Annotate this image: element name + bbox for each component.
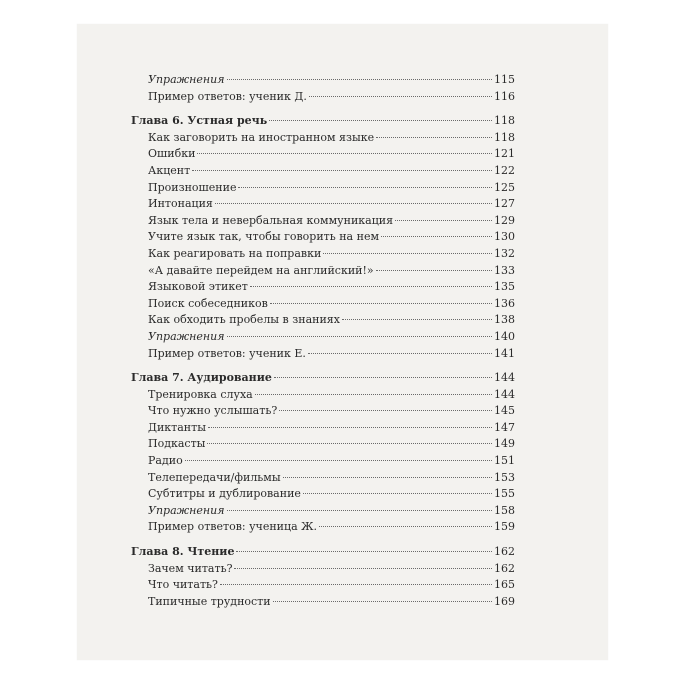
toc-item-page: 129 bbox=[494, 213, 515, 227]
dot-leader bbox=[270, 303, 492, 304]
chapter-page: 118 bbox=[494, 114, 515, 128]
toc-item-page: 116 bbox=[494, 89, 515, 103]
dot-leader bbox=[192, 170, 492, 171]
dot-leader bbox=[238, 187, 492, 188]
toc-item bbox=[131, 436, 515, 453]
toc-item-label: Радио bbox=[148, 454, 183, 468]
toc-item-label: Диктанты bbox=[148, 420, 206, 434]
toc-item-page: 133 bbox=[494, 263, 515, 277]
toc-item-page: 125 bbox=[494, 180, 515, 194]
chapter-page: 162 bbox=[494, 545, 515, 559]
toc-item-label: Языковой этикет bbox=[148, 280, 248, 294]
toc-item bbox=[131, 403, 515, 420]
toc-item bbox=[131, 163, 515, 180]
toc-item bbox=[131, 229, 515, 246]
dot-leader bbox=[319, 526, 492, 527]
dot-leader bbox=[274, 377, 492, 378]
dot-leader bbox=[309, 96, 492, 97]
toc-item-page: 155 bbox=[494, 487, 515, 501]
toc-item-page: 140 bbox=[494, 329, 515, 343]
toc-item bbox=[131, 246, 515, 263]
toc-item-label: Как обходить пробелы в знаниях bbox=[148, 313, 340, 327]
toc-item bbox=[131, 420, 515, 437]
toc-item bbox=[131, 577, 515, 594]
toc-item-page: 121 bbox=[494, 147, 515, 161]
dot-leader bbox=[207, 443, 492, 444]
toc-item bbox=[131, 594, 515, 611]
toc-item bbox=[131, 72, 515, 89]
toc-chapter-heading bbox=[131, 544, 515, 561]
toc-item-label: Что нужно услышать? bbox=[148, 404, 278, 418]
toc-item-page: 130 bbox=[494, 230, 515, 244]
dot-leader bbox=[273, 601, 492, 602]
toc-item-page: 153 bbox=[494, 470, 515, 484]
dot-leader bbox=[185, 460, 492, 461]
toc-item bbox=[131, 470, 515, 487]
toc-item bbox=[131, 387, 515, 404]
toc-item-page: 144 bbox=[494, 387, 515, 401]
toc-item bbox=[131, 263, 515, 280]
toc-item-label: Упражнения bbox=[148, 329, 225, 343]
toc-item-label: Интонация bbox=[148, 197, 213, 211]
table-of-contents bbox=[131, 72, 515, 610]
dot-leader bbox=[227, 79, 492, 80]
toc-item-label: Акцент bbox=[148, 163, 191, 177]
toc-section-chapter-7 bbox=[131, 370, 515, 536]
toc-item-label: Учите язык так, чтобы говорить на нем bbox=[148, 230, 380, 244]
chapter-title: Глава 6. Устная речь bbox=[131, 114, 268, 128]
dot-leader bbox=[279, 410, 492, 411]
toc-item-page: 141 bbox=[494, 346, 515, 360]
toc-item bbox=[131, 279, 515, 296]
toc-item-page: 138 bbox=[494, 313, 515, 327]
toc-item-label: Подкасты bbox=[148, 437, 206, 451]
dot-leader bbox=[269, 120, 492, 121]
toc-item-label: Как заговорить на иностранном языке bbox=[148, 130, 375, 144]
toc-chapter-heading bbox=[131, 370, 515, 387]
toc-item-page: 149 bbox=[494, 437, 515, 451]
dot-leader bbox=[376, 270, 492, 271]
toc-item-page: 118 bbox=[494, 130, 515, 144]
toc-item-page: 115 bbox=[494, 73, 515, 86]
dot-leader bbox=[197, 153, 492, 154]
toc-item-page: 169 bbox=[494, 594, 515, 608]
chapter-title: Глава 7. Аудирование bbox=[131, 371, 272, 385]
dot-leader bbox=[283, 477, 492, 478]
toc-item-page: 151 bbox=[494, 454, 515, 468]
dot-leader bbox=[395, 220, 492, 221]
toc-item-page: 132 bbox=[494, 246, 515, 260]
toc-item-label: Язык тела и невербальная коммуникация bbox=[148, 213, 394, 227]
toc-item-page: 147 bbox=[494, 420, 515, 434]
toc-item bbox=[131, 486, 515, 503]
chapter-page: 144 bbox=[494, 371, 515, 385]
toc-section-chapter-6 bbox=[131, 113, 515, 362]
toc-item bbox=[131, 312, 515, 329]
toc-item-label: Пример ответов: ученик Д. bbox=[148, 89, 307, 103]
toc-item-page: 122 bbox=[494, 163, 515, 177]
toc-item bbox=[131, 180, 515, 197]
toc-item-label: Упражнения bbox=[148, 73, 225, 86]
toc-item-label: Телепередачи/фильмы bbox=[148, 470, 281, 484]
toc-item-page: 162 bbox=[494, 561, 515, 575]
toc-item-label: «А давайте перейдем на английский!» bbox=[148, 263, 374, 277]
toc-item bbox=[131, 519, 515, 536]
toc-item-page: 127 bbox=[494, 197, 515, 211]
toc-item bbox=[131, 561, 515, 578]
toc-item-page: 165 bbox=[494, 578, 515, 592]
dot-leader bbox=[234, 568, 492, 569]
toc-item bbox=[131, 329, 515, 346]
chapter-title: Глава 8. Чтение bbox=[131, 545, 235, 559]
dot-leader bbox=[227, 336, 492, 337]
dot-leader bbox=[308, 353, 492, 354]
toc-item bbox=[131, 89, 515, 106]
toc-item bbox=[131, 503, 515, 520]
toc-item bbox=[131, 213, 515, 230]
toc-item-label: Поиск собеседников bbox=[148, 296, 268, 310]
toc-item bbox=[131, 146, 515, 163]
dot-leader bbox=[250, 286, 492, 287]
dot-leader bbox=[255, 394, 492, 395]
toc-item bbox=[131, 196, 515, 213]
dot-leader bbox=[227, 510, 492, 511]
toc-item bbox=[131, 130, 515, 147]
toc-item-label: Упражнения bbox=[148, 503, 225, 517]
toc-item-label: Пример ответов: ученик Е. bbox=[148, 346, 306, 360]
dot-leader bbox=[220, 584, 492, 585]
toc-section-chapter-8 bbox=[131, 544, 515, 610]
toc-item-page: 159 bbox=[494, 520, 515, 534]
dot-leader bbox=[381, 236, 492, 237]
toc-item-page: 158 bbox=[494, 503, 515, 517]
toc-item-page: 136 bbox=[494, 296, 515, 310]
toc-item bbox=[131, 346, 515, 363]
dot-leader bbox=[342, 319, 492, 320]
toc-item-label: Ошибки bbox=[148, 147, 196, 161]
toc-item bbox=[131, 296, 515, 313]
toc-item-label: Типичные трудности bbox=[148, 594, 271, 608]
dot-leader bbox=[215, 203, 492, 204]
dot-leader bbox=[208, 427, 492, 428]
dot-leader bbox=[323, 253, 492, 254]
toc-item-label: Как реагировать на поправки bbox=[148, 246, 322, 260]
toc-item bbox=[131, 453, 515, 470]
dot-leader bbox=[376, 137, 492, 138]
toc-item-label: Пример ответов: ученица Ж. bbox=[148, 520, 317, 534]
toc-item-label: Что читать? bbox=[148, 578, 218, 592]
toc-item-label: Субтитры и дублирование bbox=[148, 487, 301, 501]
toc-item-label: Зачем читать? bbox=[148, 561, 233, 575]
toc-section-preamble bbox=[131, 72, 515, 105]
toc-item-page: 145 bbox=[494, 404, 515, 418]
toc-item-label: Тренировка слуха bbox=[148, 387, 253, 401]
dot-leader bbox=[236, 551, 492, 552]
toc-item-page: 135 bbox=[494, 280, 515, 294]
dot-leader bbox=[303, 493, 492, 494]
toc-chapter-heading bbox=[131, 113, 515, 130]
toc-item-label: Произношение bbox=[148, 180, 237, 194]
